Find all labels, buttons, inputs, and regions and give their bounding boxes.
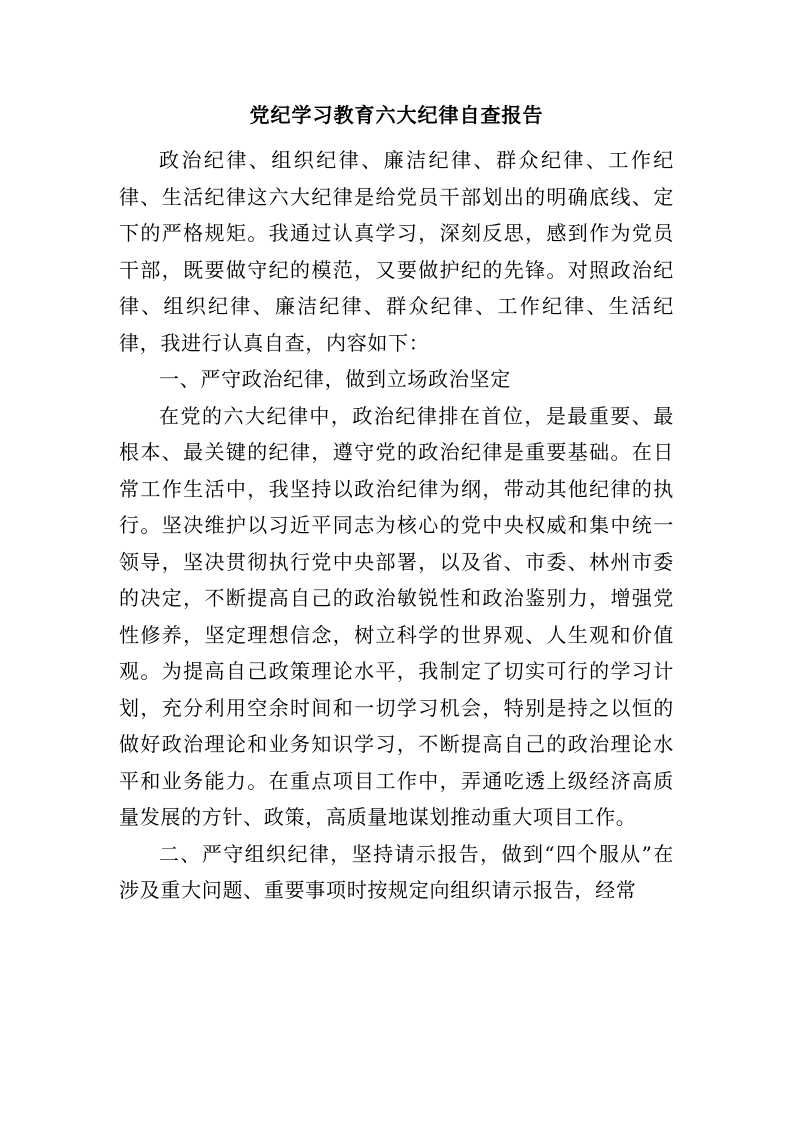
section-heading-political-discipline: 一、严守政治纪律，做到立场政治坚定 [159,367,511,391]
paragraph-intro: 政治纪律、组织纪律、廉洁纪律、群众纪律、工作纪律、生活纪律这六大纪律是给党员干部划出的明确底线、定下的严格规矩。我通过认真学习，深刻反思，感到作为党员干部，既要做守纪的模范，又要做护纪的先锋。对照政治纪律、组织纪律、廉洁纪律、群众纪律、工作纪律、生活纪律，我进行认真自查，内容如下： [119,148,674,355]
paragraph-political-discipline: 在党的六大纪律中，政治纪律排在首位，是最重要、最根本、最关键的纪律，遵守党的政治纪律是重要基础。在日常工作生活中，我坚持以政治纪律为纲，带动其他纪律的执行。坚决维护以习近平同志为核心的党中央权威和集中统一领导，坚决贯彻执行党中央部署，以及省、市委、林州市委的决定，不断提高自己的政治敏锐性和政治鉴别力，增强党性修养，坚定理想信念，树立科学的世界观、人生观和价值观。为提高自己政策理论水平，我制定了切实可行的学习计划，充分利用空余时间和一切学习机会，特别是持之以恒的做好政治理论和业务知识学习，不断提高自己的政治理论水平和业务能力。在重点项目工作中，弄通吃透上级经济高质量发展的方针、政策，高质量地谋划推动重大项目工作。 [119,403,674,829]
document-body [119,142,674,909]
document-title: 党纪学习教育六大纪律自查报告 [249,103,544,127]
section-heading-organizational-discipline: 二、严守组织纪律，坚持请示报告，做到“四个服从”在涉及重大问题、重要事项时按规定向组织请示报告，经常 [119,841,674,902]
